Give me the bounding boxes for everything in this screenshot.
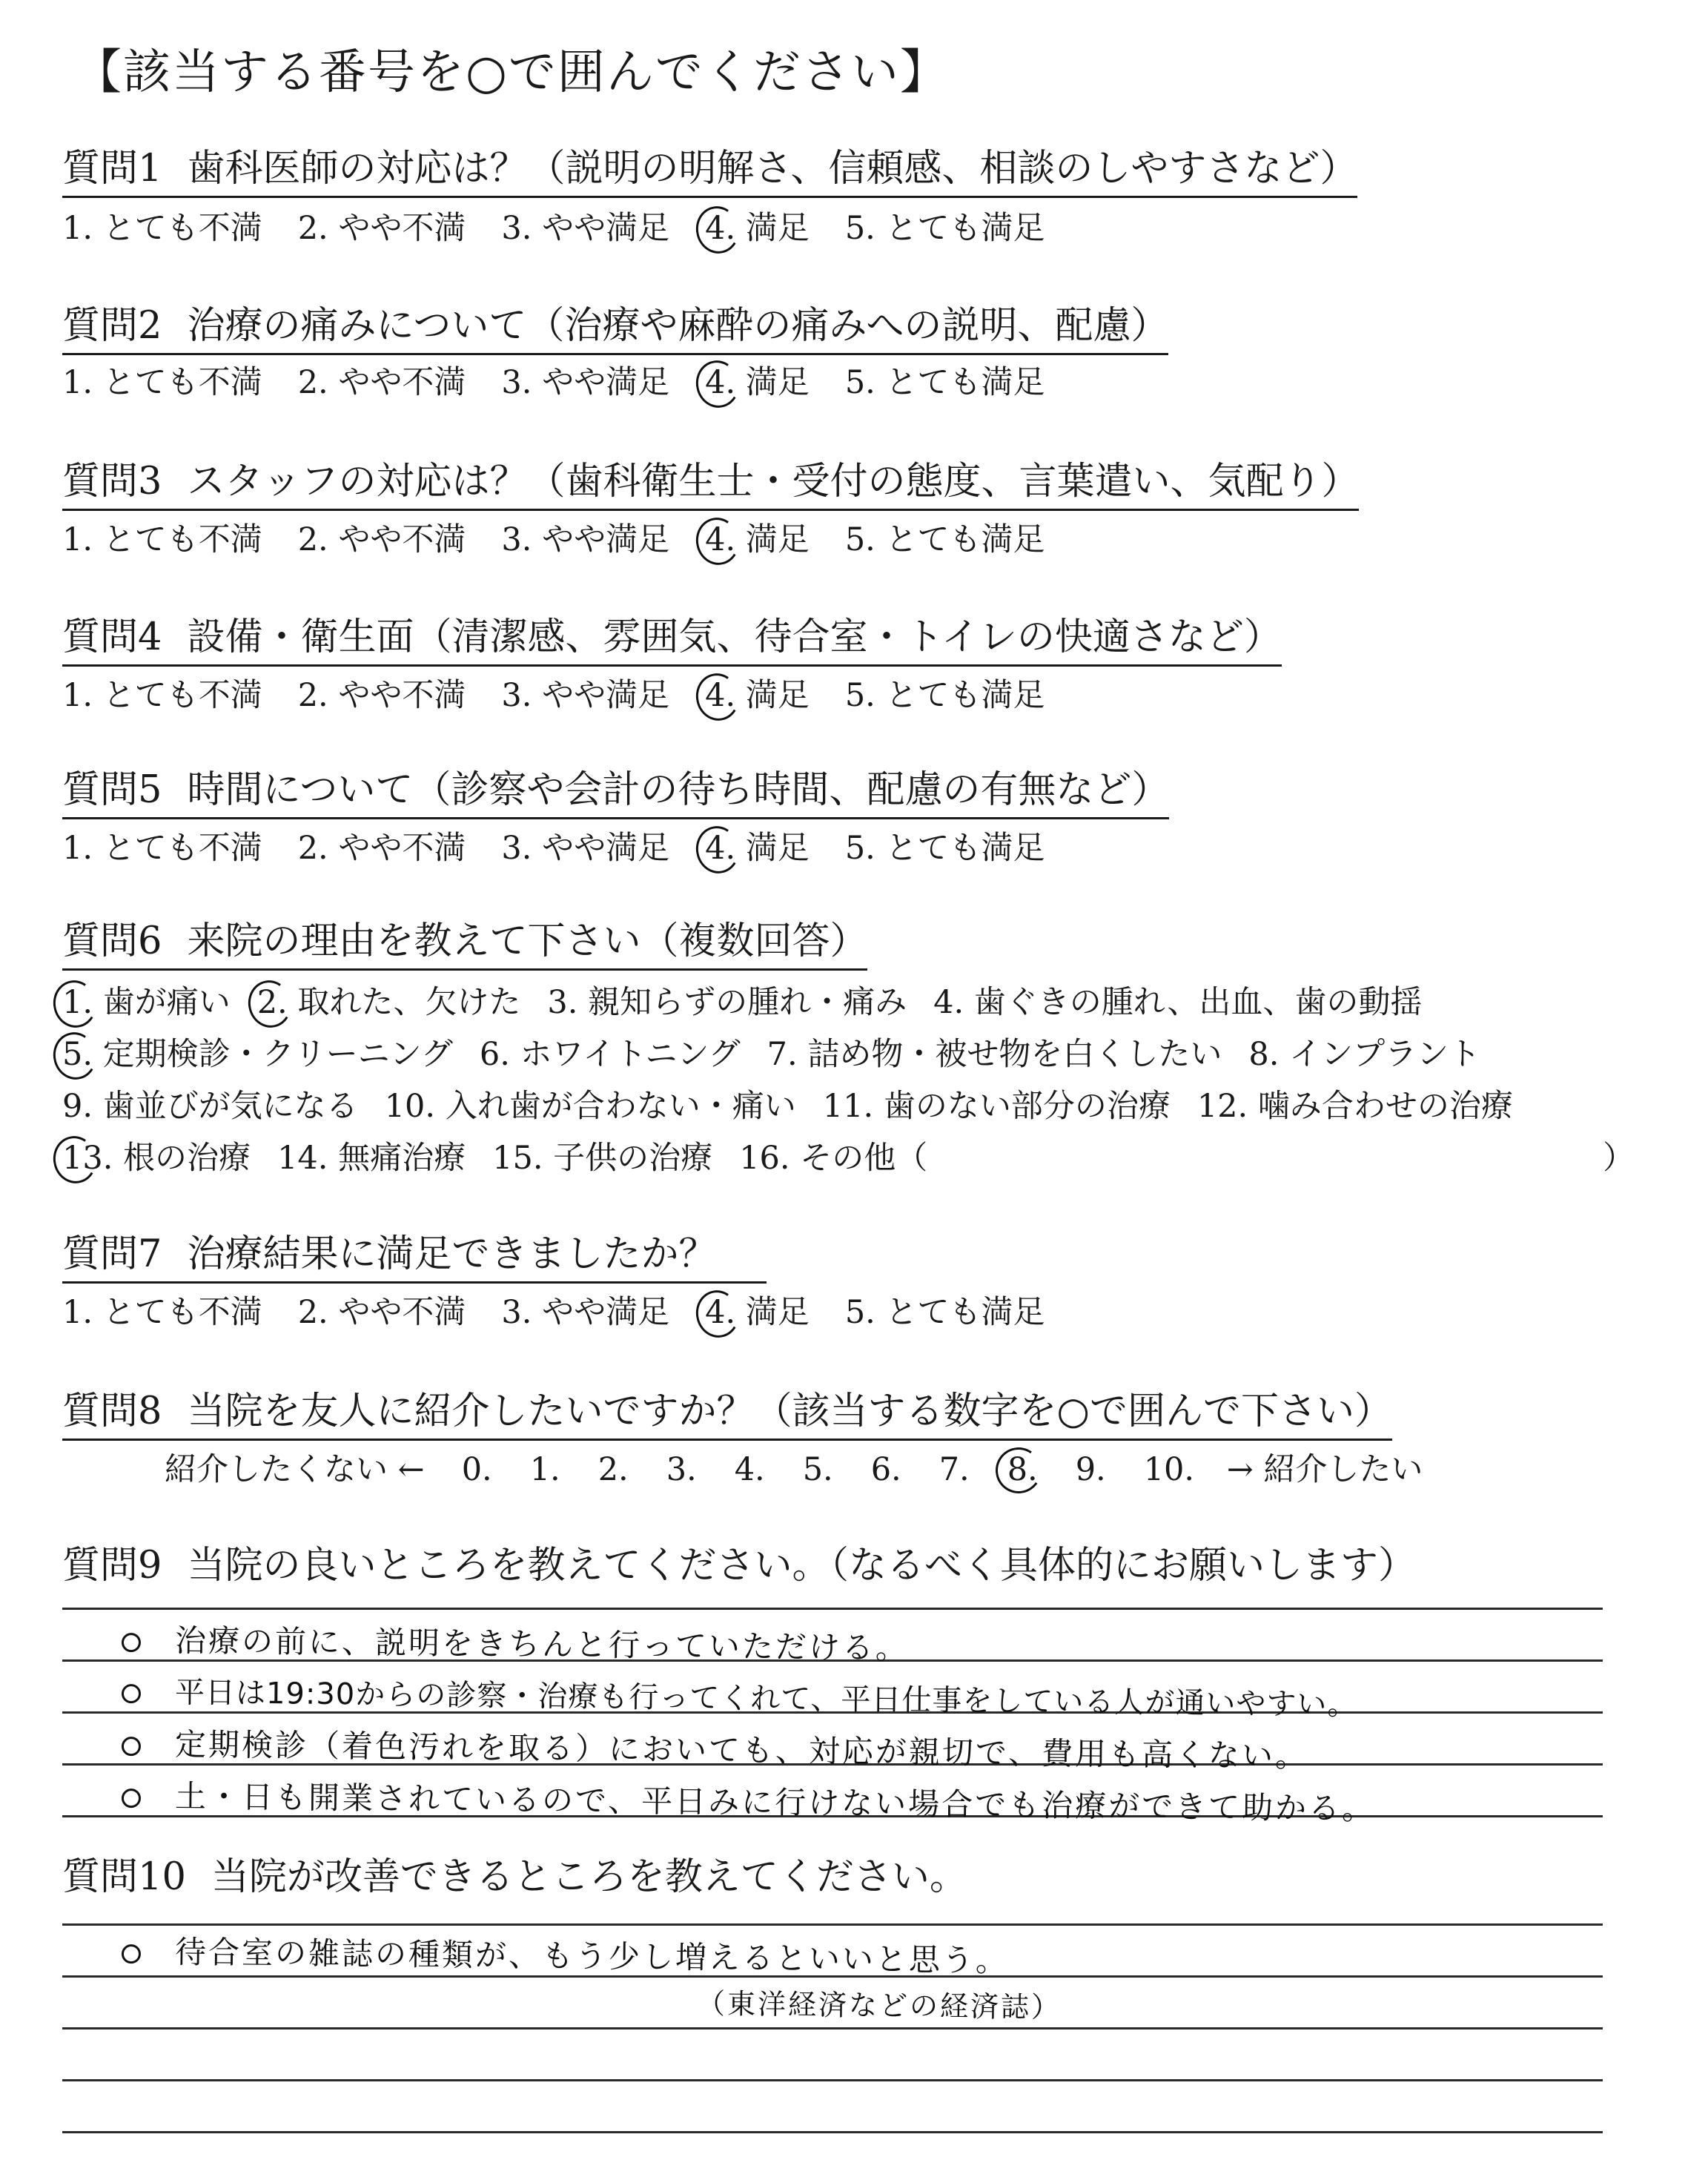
- option-2[interactable]: 2. やや不満: [297, 677, 466, 714]
- scale-left-label: 紹介したくない ←: [165, 1451, 425, 1488]
- option-4-selected[interactable]: 4. 満足: [705, 673, 810, 718]
- reason-5-selected[interactable]: 5. 定期検診・クリーニング: [62, 1032, 453, 1077]
- option-3[interactable]: 3. やや満足: [501, 210, 670, 247]
- question-text: 設備・衛生面（清潔感、雰囲気、待合室・トイレの快適さなど）: [187, 615, 1282, 659]
- good-point-4: 土・日も開業されているので、平日みに行けない場合でも治療ができて助かる。: [122, 1777, 1376, 1829]
- other-close-paren: ）: [1603, 1140, 1635, 1177]
- improvement-1-note: （東洋経済などの経済誌）: [696, 1987, 1062, 2024]
- improvement-1: 待合室の雑誌の種類が、もう少し増えるといいと思う。: [122, 1932, 1009, 1981]
- question-7: [62, 1231, 767, 1284]
- option-1[interactable]: 1. とても不満: [62, 830, 262, 867]
- option-2[interactable]: 2. やや不満: [297, 1294, 466, 1331]
- question-text: 当院の良いところを教えてください。（なるべく具体的にお願いします）: [187, 1544, 1416, 1588]
- question-text: 当院が改善できるところを教えてください。: [211, 1855, 967, 1899]
- question-5: [62, 767, 1169, 819]
- question-text: 治療の痛みについて（治療や麻酔の痛みへの説明、配慮）: [187, 304, 1169, 348]
- reason-4[interactable]: 4. 歯ぐきの腫れ、出血、歯の動揺: [933, 984, 1423, 1021]
- reasons-row-1: [62, 980, 1422, 1025]
- question-3: [62, 458, 1359, 511]
- option-4-selected[interactable]: 4. 満足: [705, 1290, 810, 1335]
- good-point-2: 平日は19:30からの診察・治療も行ってくれて、平日仕事をしている人が通いやすい。: [122, 1673, 1358, 1724]
- option-3[interactable]: 3. やや満足: [501, 521, 670, 558]
- reasons-row-3: [62, 1084, 1513, 1129]
- recommend-scale: [165, 1447, 1423, 1492]
- option-2[interactable]: 2. やや不満: [297, 830, 466, 867]
- option-4-selected[interactable]: 4. 満足: [705, 206, 810, 251]
- question-number: 質問6: [62, 919, 162, 963]
- scale-6[interactable]: 6.: [870, 1451, 901, 1488]
- scale-10[interactable]: 10.: [1143, 1451, 1195, 1488]
- q7-options: [62, 1290, 1045, 1335]
- answer-line: [62, 2131, 1603, 2133]
- reason-9[interactable]: 9. 歯並びが気になる: [62, 1088, 358, 1125]
- question-number: 質問7: [62, 1232, 162, 1276]
- question-text: 時間について（診察や会計の待ち時間、配慮の有無など）: [187, 768, 1170, 812]
- question-2: [62, 303, 1168, 355]
- option-3[interactable]: 3. やや満足: [501, 364, 670, 401]
- question-4: [62, 614, 1282, 667]
- reason-12[interactable]: 12. 噛み合わせの治療: [1196, 1088, 1513, 1125]
- q4-options: [62, 673, 1045, 718]
- option-1[interactable]: 1. とても不満: [62, 521, 262, 558]
- option-5[interactable]: 5. とても満足: [844, 677, 1045, 714]
- reason-2-selected[interactable]: 2. 取れた、欠けた: [257, 980, 521, 1025]
- option-1[interactable]: 1. とても不満: [62, 1294, 262, 1331]
- option-5[interactable]: 5. とても満足: [844, 210, 1045, 247]
- reasons-row-4: [62, 1136, 927, 1180]
- answer-line: [62, 2027, 1603, 2029]
- q1-options: [62, 206, 1045, 251]
- option-5[interactable]: 5. とても満足: [844, 1294, 1045, 1331]
- option-4-selected[interactable]: 4. 満足: [705, 826, 810, 871]
- question-9: [62, 1542, 1416, 1593]
- bullet-icon: [122, 1684, 141, 1703]
- question-text: 当院を友人に紹介したいですか？（該当する数字を○で囲んで下さい）: [187, 1390, 1392, 1433]
- question-text: 治療結果に満足できましたか？: [187, 1232, 717, 1276]
- reason-8[interactable]: 8. インプラント: [1248, 1036, 1481, 1073]
- bullet-icon: [122, 1633, 141, 1652]
- option-3[interactable]: 3. やや満足: [501, 1294, 670, 1331]
- question-number: 質問4: [62, 615, 162, 659]
- reason-14[interactable]: 14. 無痛治療: [277, 1140, 466, 1177]
- question-text: 歯科医師の対応は？（説明の明解さ、信頼感、相談のしやすさなど）: [187, 147, 1358, 191]
- question-number: 質問3: [62, 460, 162, 503]
- bullet-icon: [122, 1737, 141, 1756]
- scale-7[interactable]: 7.: [939, 1451, 970, 1488]
- q5-options: [62, 826, 1045, 871]
- question-number: 質問5: [62, 768, 162, 812]
- scale-2[interactable]: 2.: [598, 1451, 629, 1488]
- question-8: [62, 1388, 1392, 1441]
- option-2[interactable]: 2. やや不満: [297, 210, 466, 247]
- reason-6[interactable]: 6. ホワイトニング: [479, 1036, 741, 1073]
- question-6: [62, 918, 867, 971]
- option-1[interactable]: 1. とても不満: [62, 364, 262, 401]
- bullet-icon: [122, 1944, 141, 1964]
- question-number: 質問9: [62, 1544, 162, 1588]
- reason-16-other[interactable]: 16. その他（: [739, 1140, 928, 1177]
- answer-line: [62, 2079, 1603, 2081]
- option-5[interactable]: 5. とても満足: [844, 364, 1045, 401]
- question-number: 質問10: [62, 1855, 186, 1899]
- question-number: 質問1: [62, 147, 162, 191]
- option-3[interactable]: 3. やや満足: [501, 677, 670, 714]
- option-4-selected[interactable]: 4. 満足: [705, 360, 810, 405]
- scale-5[interactable]: 5.: [802, 1451, 833, 1488]
- question-10: [62, 1854, 967, 1904]
- answer-line: [62, 1923, 1603, 1926]
- reason-11[interactable]: 11. 歯のない部分の治療: [822, 1088, 1171, 1125]
- good-point-3: 定期検診（着色汚れを取る）においても、対応が親切で、費用も高くない。: [122, 1725, 1309, 1776]
- scale-0[interactable]: 0.: [461, 1451, 492, 1488]
- reasons-row-2: [62, 1032, 1480, 1077]
- question-number: 質問8: [62, 1390, 162, 1433]
- question-text: 来院の理由を教えて下さい（複数回答）: [187, 919, 868, 963]
- q2-options: [62, 360, 1045, 405]
- option-1[interactable]: 1. とても不満: [62, 210, 262, 247]
- bullet-icon: [122, 1789, 141, 1808]
- scale-9[interactable]: 9.: [1075, 1451, 1106, 1488]
- option-5[interactable]: 5. とても満足: [844, 830, 1045, 867]
- option-2[interactable]: 2. やや不満: [297, 364, 466, 401]
- reason-7[interactable]: 7. 詰め物・被せ物を白くしたい: [767, 1036, 1222, 1073]
- question-number: 質問2: [62, 304, 162, 348]
- reason-1-selected[interactable]: 1. 歯が痛い: [62, 980, 231, 1025]
- page-title: 【該当する番号を○で囲んでください】: [74, 45, 949, 100]
- option-5[interactable]: 5. とても満足: [844, 521, 1045, 558]
- option-1[interactable]: 1. とても不満: [62, 677, 262, 714]
- question-1: [62, 145, 1357, 198]
- reason-10[interactable]: 10. 入れ歯が合わない・痛い: [384, 1088, 796, 1125]
- reason-3[interactable]: 3. 親知らずの腫れ・痛み: [547, 984, 907, 1021]
- scale-8-selected[interactable]: 8.: [1007, 1447, 1076, 1492]
- scale-3[interactable]: 3.: [666, 1451, 697, 1488]
- option-2[interactable]: 2. やや不満: [297, 521, 466, 558]
- reason-13-selected[interactable]: 13. 根の治療: [62, 1136, 251, 1180]
- option-4-selected[interactable]: 4. 満足: [705, 518, 810, 562]
- q3-options: [62, 518, 1045, 562]
- scale-4[interactable]: 4.: [734, 1451, 765, 1488]
- good-point-1: 治療の前に、説明をきちんと行っていただける。: [122, 1621, 910, 1668]
- answer-line: [62, 1608, 1603, 1610]
- option-3[interactable]: 3. やや満足: [501, 830, 670, 867]
- scale-right-label: → 紹介したい: [1226, 1451, 1423, 1488]
- scale-1[interactable]: 1.: [529, 1451, 560, 1488]
- question-text: スタッフの対応は？（歯科衛生士・受付の態度、言葉遣い、気配り）: [187, 460, 1360, 503]
- reason-15[interactable]: 15. 子供の治療: [492, 1140, 713, 1177]
